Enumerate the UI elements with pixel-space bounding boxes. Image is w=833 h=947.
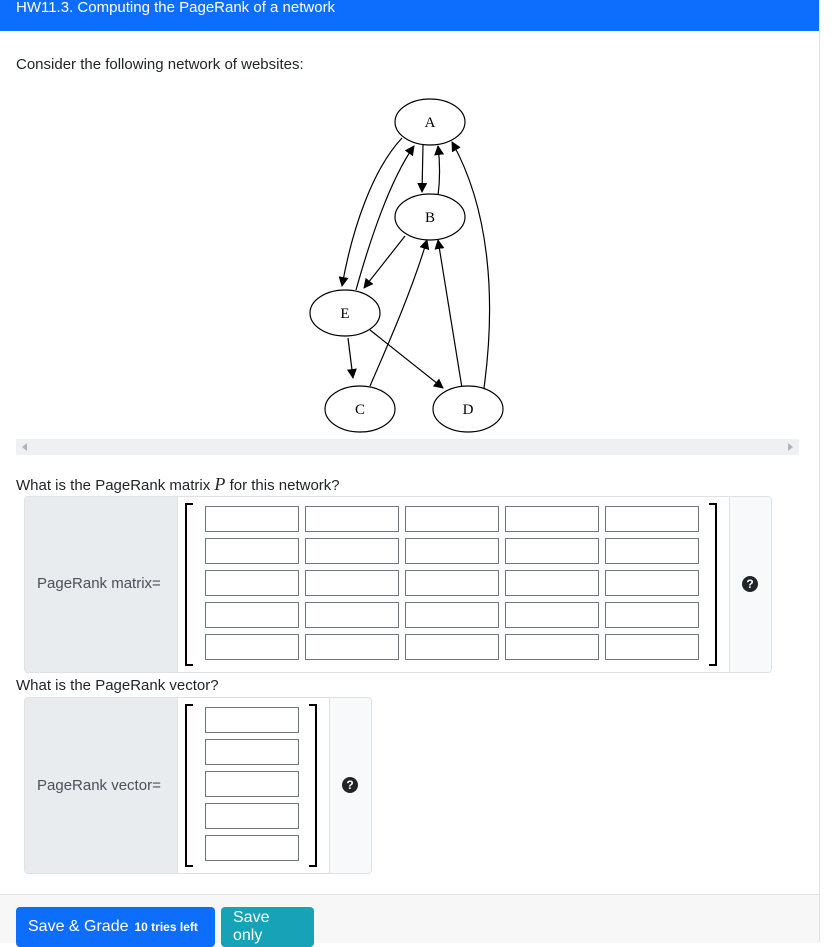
matrix-cell-input[interactable] <box>405 506 499 532</box>
question-intro: Consider the following network of websites: <box>16 56 304 73</box>
matrix-cell-input[interactable] <box>305 570 399 596</box>
matrix-symbol: P <box>214 474 226 494</box>
matrix-cell-input[interactable] <box>205 570 299 596</box>
matrix-cell-input[interactable] <box>605 506 699 532</box>
matrix-cell-input[interactable] <box>405 602 499 628</box>
question-title: HW11.3. Computing the PageRank of a network <box>16 0 336 16</box>
matrix-cell-input[interactable] <box>505 634 599 660</box>
matrix-cell-input[interactable] <box>205 506 299 532</box>
matrix-cell-input[interactable] <box>305 538 399 564</box>
matrix-left-bracket <box>185 503 193 666</box>
matrix-cell-input[interactable] <box>505 538 599 564</box>
question-footer <box>0 894 819 943</box>
vector-help-box <box>329 698 372 873</box>
matrix-cell-input[interactable] <box>505 602 599 628</box>
save-grade-label: Save & Grade <box>28 918 129 935</box>
node-d-label: D <box>462 402 474 418</box>
matrix-label-box <box>25 497 178 672</box>
matrix-cell-input[interactable] <box>505 570 599 596</box>
matrix-cell-input[interactable] <box>605 602 699 628</box>
matrix-help-box <box>729 497 772 672</box>
vector-cell-input[interactable] <box>205 835 299 861</box>
edge-b-a <box>438 146 440 196</box>
network-graph <box>0 90 819 435</box>
save-only-button[interactable]: Save only <box>221 907 314 947</box>
edge-e-d <box>370 330 443 388</box>
matrix-cell-input[interactable] <box>605 538 699 564</box>
matrix-cell-input[interactable] <box>205 602 299 628</box>
vector-cell-input[interactable] <box>205 771 299 797</box>
node-c-label: C <box>354 402 366 418</box>
matrix-input-group <box>24 496 772 673</box>
matrix-cell-input[interactable] <box>505 506 599 532</box>
vector-label-box <box>25 698 178 873</box>
question-circle-icon[interactable]: ? <box>742 576 758 592</box>
question-header <box>0 0 819 31</box>
matrix-prompt-text: What is the PageRank matrix <box>16 477 215 494</box>
graph-nodes <box>310 99 503 432</box>
graph-edges <box>342 138 490 388</box>
vector-cell-input[interactable] <box>205 803 299 829</box>
vector-label: PageRank vector= <box>37 777 161 794</box>
edge-d-a <box>452 142 490 388</box>
matrix-right-bracket <box>709 503 717 666</box>
node-a-label: A <box>424 115 436 131</box>
save-grade-button[interactable] <box>16 907 215 947</box>
vector-cell-input[interactable] <box>205 739 299 765</box>
matrix-cell-input[interactable] <box>205 538 299 564</box>
tries-left-badge: 10 tries left <box>134 920 198 934</box>
matrix-cell-input[interactable] <box>605 634 699 660</box>
edge-a-b <box>422 145 423 192</box>
edge-d-b <box>438 240 462 388</box>
matrix-prompt <box>16 474 340 495</box>
node-e-label: E <box>340 306 350 322</box>
matrix-cell-input[interactable] <box>605 570 699 596</box>
matrix-label: PageRank matrix= <box>37 575 161 592</box>
node-b-label: B <box>424 210 436 226</box>
vector-left-bracket <box>185 704 193 867</box>
matrix-prompt-suffix: for this network? <box>225 477 340 494</box>
vector-cell-input[interactable] <box>205 707 299 733</box>
vector-input-group <box>24 697 372 874</box>
horizontal-scrollbar[interactable] <box>16 439 799 455</box>
matrix-cell-input[interactable] <box>405 634 499 660</box>
vector-prompt: What is the PageRank vector? <box>16 677 219 694</box>
question-circle-icon[interactable]: ? <box>342 777 358 793</box>
matrix-cell-input[interactable] <box>205 634 299 660</box>
vector-right-bracket <box>309 704 317 867</box>
edge-e-c <box>348 338 353 378</box>
scroll-left-icon[interactable] <box>22 443 27 451</box>
matrix-cell-input[interactable] <box>405 538 499 564</box>
matrix-cell-input[interactable] <box>405 570 499 596</box>
matrix-cell-input[interactable] <box>305 506 399 532</box>
scroll-right-icon[interactable] <box>788 443 793 451</box>
edge-a-e <box>342 138 402 286</box>
matrix-cell-input[interactable] <box>305 634 399 660</box>
matrix-cell-input[interactable] <box>305 602 399 628</box>
